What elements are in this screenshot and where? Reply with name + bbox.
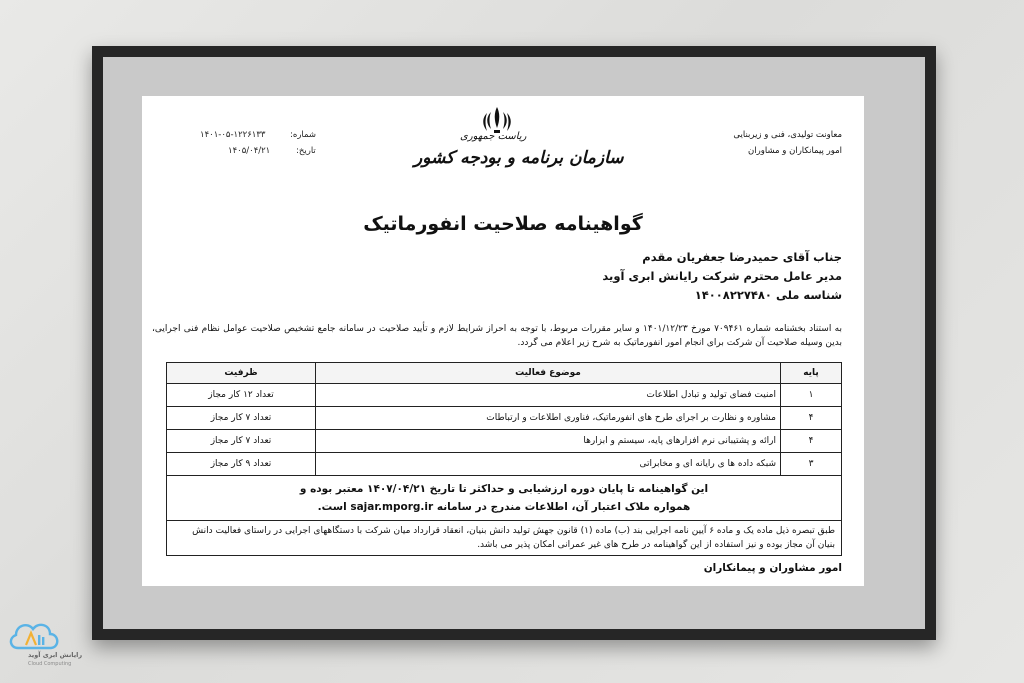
table-row: [167, 407, 842, 430]
row-capacity: تعداد ۷ کار مجاز: [167, 407, 316, 430]
knowledge-based-note: طبق تبصره ذیل ماده یک و ماده ۶ آیین نامه اجرایی بند (ب) ماده (۱) قانون جهش تولید دانش بنیان، انعقاد قرارداد میان شرکت با دستگاههای اجرایی در راستای فعالیت دانش بنیان آن مجاز بوده و نیز استفاده از این گواهینامه در طرح های غیر عمرانی امکان پذیر می باشد.: [167, 521, 842, 556]
header-deputy: معاونت تولیدی، فنی و زیربنایی: [733, 130, 842, 140]
row-activity: ارائه و پشتیبانی نرم افزارهای پایه، سیستم و ابزارها: [316, 430, 781, 453]
national-id: شناسه ملی ۱۴۰۰۸۲۲۷۴۸۰: [694, 288, 842, 302]
watermark-brand: رایانش ابری آوید: [28, 651, 83, 659]
table-header-row: [167, 363, 842, 384]
row-capacity: تعداد ۷ کار مجاز: [167, 430, 316, 453]
row-activity: امنیت فضای تولید و تبادل اطلاعات: [316, 384, 781, 407]
number-label: شماره:: [290, 130, 317, 140]
number-value: ۱۴۰۱-۰۵-۱۲۲۶۱۳۳: [200, 130, 266, 140]
validity-line-1: این گواهینامه تا پایان دوره ارزشیابی و حداکثر تا تاریخ ۱۴۰۷/۰۴/۲۱ معتبر بوده و: [299, 483, 709, 495]
cloud-logo-icon: [4, 614, 64, 678]
organization-name: سازمان برنامه و بودجه کشور: [414, 148, 624, 168]
date-value: ۱۴۰۵/۰۴/۲۱: [228, 146, 271, 156]
row-rank: ۳: [781, 453, 842, 476]
row-capacity: تعداد ۱۲ کار مجاز: [167, 384, 316, 407]
competency-table: [166, 362, 842, 556]
table-row: [167, 430, 842, 453]
certificate-document: [142, 96, 864, 586]
row-activity: شبکه داده ها ی رایانه ای و مخابراتی: [316, 453, 781, 476]
row-activity: مشاوره و نظارت بر اجرای طرح های انفورماتیک، فناوری اطلاعات و ارتباطات: [316, 407, 781, 430]
row-capacity: تعداد ۹ کار مجاز: [167, 453, 316, 476]
validity-row: [167, 476, 842, 521]
note-row: [167, 521, 842, 556]
presidency-label: ریاست جمهوری: [460, 131, 527, 142]
header-department: امور پیمانکاران و مشاوران: [748, 146, 842, 156]
header-capacity: ظرفیت: [167, 363, 316, 384]
table-row: [167, 453, 842, 476]
intro-paragraph: به استناد بخشنامه شماره ۷۰۹۴۶۱ مورخ ۱۴۰۱/۱۲/۲۳ و سایر مقررات مربوط، با توجه به احراز شرایط لازم و تأیید صلاحیت در سامانه جامع تشخیص صلاحیت عوامل نظام فنی اجرایی، بدین وسیله صلاحیت آن شرکت برای انجام امور انفورماتیک به شرح زیر اعلام می گردد.: [152, 324, 842, 348]
certificate-title: گواهینامه صلاحیت انفورماتیک: [363, 213, 643, 235]
signoff-department: امور مشاوران و پیمانکاران: [703, 562, 842, 574]
table-row: [167, 384, 842, 407]
validity-line-2: همواره ملاک اعتبار آن، اطلاعات مندرج در سامانه sajar.mporg.ir است.: [317, 501, 691, 513]
row-rank: ۱: [781, 384, 842, 407]
header-activity: موضوع فعالیت: [316, 363, 781, 384]
watermark-sub: Cloud Computing: [28, 661, 72, 667]
header-rank: پایه: [781, 363, 842, 384]
row-rank: ۴: [781, 407, 842, 430]
addressee-position: مدیر عامل محترم شرکت رایانش ابری آوید: [602, 269, 842, 283]
date-label: تاریخ:: [296, 146, 316, 156]
row-rank: ۴: [781, 430, 842, 453]
validity-statement: [167, 476, 842, 521]
addressee-name: جناب آقای حمیدرضا جعفریان مقدم: [642, 250, 842, 264]
